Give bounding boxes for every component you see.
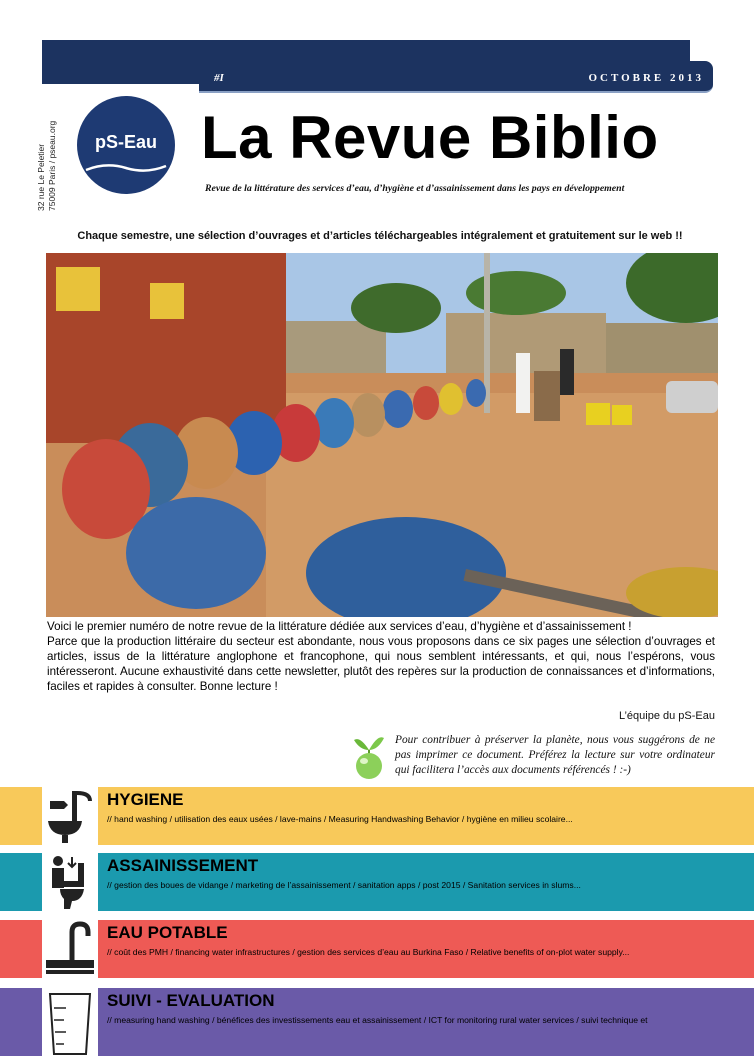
logo-text: pS-Eau — [94, 132, 157, 152]
toilet-icon — [42, 853, 98, 911]
address-block — [36, 93, 76, 213]
cover-photo — [46, 253, 718, 617]
section-suivi-evaluation-icon-box — [42, 988, 98, 1056]
tagline: Chaque semestre, une sélection d’ouvrages et d’articles téléchargeables intégralement et gratuitement sur le web !! — [77, 230, 683, 242]
address-line-2: 75009 Paris / pseau.org — [47, 120, 57, 211]
signature: L’équipe du pS-Eau — [618, 710, 715, 722]
section-hygiene-title: HYGIENE — [107, 790, 184, 809]
section-hygiene[interactable] — [0, 787, 754, 845]
measuring-glass-icon — [42, 988, 98, 1056]
intro-paragraph-1: Voici le premier numéro de notre revue de la littérature dédiée aux services d’eau, d’hygiène et d’assainissement ! — [47, 620, 632, 633]
section-assainissement-title: ASSAINISSEMENT — [107, 856, 259, 875]
intro-text — [47, 619, 715, 694]
eco-globe-icon — [352, 730, 386, 780]
handwashing-icon — [42, 787, 98, 845]
section-hygiene-topics: // hand washing / utilisation des eaux usées / lave-mains / Measuring Handwashing Behavior / hygiène en milieu scolaire... — [107, 814, 573, 824]
section-eau-potable-topics: // coût des PMH / financing water infrastructures / gestion des services d’eau au Burkina Faso / Relative benefits of on-plot water supply... — [107, 947, 630, 957]
issue-number: #I — [214, 72, 224, 84]
section-suivi-evaluation-topics: // measuring hand washing / bénéfices des investissements eau et assainissement / ICT for monitoring rural water services / suivi technique et — [107, 1015, 648, 1025]
intro-paragraph-2: Parce que la production littéraire du secteur est abondante, nous vous proposons dans ce six pages une sélection d’ouvrages et articles, issus de la littérature anglophone et francophone, qui nous semblent intéressants, et qui, nous l’espérons, vous intéresseront. Aucune exhaustivité dans cette newsletter, plutôt des repères sur la production de connaissances et d’informations, faciles et rapides à consulter. Bonne lecture ! — [47, 635, 715, 693]
section-hygiene-icon-box — [42, 787, 98, 845]
section-assainissement-icon-box — [42, 853, 98, 911]
section-suivi-evaluation-title: SUIVI - EVALUATION — [107, 991, 275, 1010]
section-eau-potable-icon-box — [42, 920, 98, 978]
eco-note: Pour contribuer à préserver la planète, nous vous suggérons de ne pas imprimer ce document. Préférez la lecture sur votre ordinateur qui facilitera l’accès aux documents référencés ! :-) — [395, 734, 715, 776]
section-assainissement[interactable] — [0, 853, 754, 911]
section-assainissement-topics: // gestion des boues de vidange / marketing de l’assainissement / sanitation apps / post 2015 / Sanitation services in slums... — [107, 880, 581, 890]
page-subtitle: Revue de la littérature des services d’eau, d’hygiène et d’assainissement dans les pays en développement — [205, 183, 625, 194]
address-line-1: 32 rue Le Peletier — [36, 143, 46, 211]
section-eau-potable-title: EAU POTABLE — [107, 923, 228, 942]
water-tap-icon — [42, 920, 98, 978]
page-title: La Revue Biblio — [201, 104, 659, 171]
section-suivi-evaluation[interactable] — [0, 988, 754, 1056]
logo-wave-icon — [82, 160, 170, 176]
issue-date: OCTOBRE 2013 — [588, 72, 704, 84]
section-eau-potable[interactable] — [0, 920, 754, 978]
